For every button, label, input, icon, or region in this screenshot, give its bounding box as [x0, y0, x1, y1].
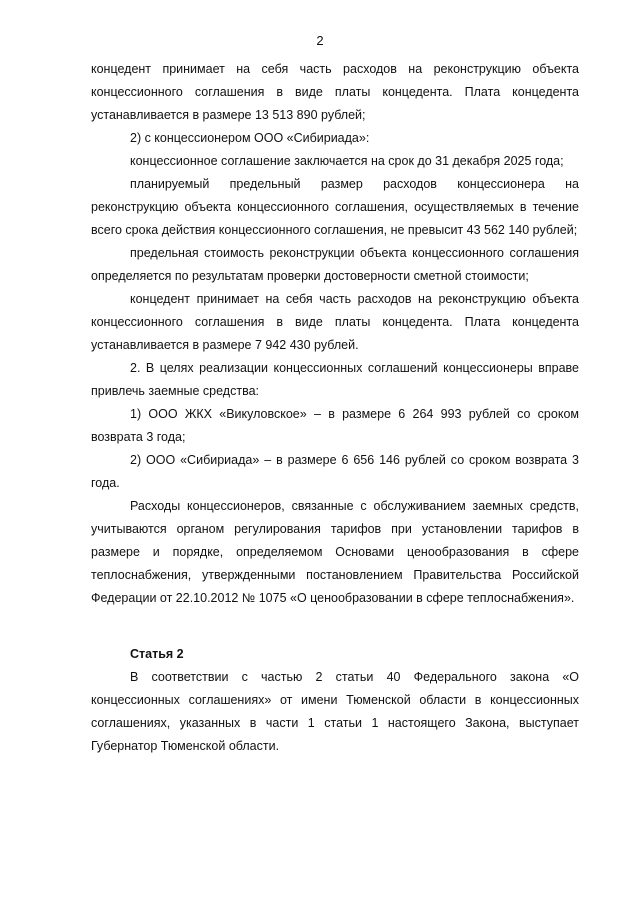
paragraph-max-cost: предельная стоимость реконструкции объекта концессионного соглашения определяется по результатам проверки достоверности сметной стоимости;	[91, 246, 579, 283]
paragraph-loan-expenses: Расходы концессионеров, связанные с обслуживанием заемных средств, учитываются органом регулирования тарифов при установлении тарифов в размере и порядке, определяемом Основами ценообразования в сфере теплоснабжения, утвержденными постановлением Правительства Российской Федерации от 22.10.2012 № 1075 «О ценообразовании в сфере теплоснабжения».	[91, 499, 579, 605]
paragraph-agreement-term: концессионное соглашение заключается на срок до 31 декабря 2025 года;	[130, 154, 564, 168]
paragraph-loan-vikulovskoe: 1) ООО ЖКХ «Викуловское» – в размере 6 264 993 рублей со сроком возврата 3 года;	[91, 407, 579, 444]
paragraph-borrowed-funds: 2. В целях реализации концессионных соглашений концессионеры вправе привлечь заемные средства:	[91, 361, 579, 398]
paragraph-concedent-payment-1: концедент принимает на себя часть расходов на реконструкцию объекта концессионного соглашения в виде платы концедента. Плата концедента устанавливается в размере 13 513 890 рублей;	[91, 62, 579, 122]
document-body	[91, 58, 579, 758]
article-text: В соответствии с частью 2 статьи 40 Федерального закона «О концессионных соглашениях» от имени Тюменской области в концессионных соглашениях, указанных в части 1 статьи 1 настоящего Закона, выступает Губернатор Тюменской области.	[91, 670, 579, 753]
paragraph-max-expenses: планируемый предельный размер расходов концессионера на реконструкцию объекта концессионного соглашения, осуществляемых в течение всего срока действия концессионного соглашения, не превысит 43 562 140 рублей;	[91, 177, 579, 237]
paragraph-sibiriada-header: 2) с концессионером ООО «Сибириада»:	[130, 131, 370, 145]
article-heading: Статья 2	[130, 647, 184, 661]
paragraph-concedent-payment-2: концедент принимает на себя часть расходов на реконструкцию объекта концессионного соглашения в виде платы концедента. Плата концедента устанавливается в размере 7 942 430 рублей.	[91, 292, 579, 352]
page-number: 2	[316, 33, 324, 48]
paragraph-loan-sibiriada: 2) ООО «Сибириада» – в размере 6 656 146 рублей со сроком возврата 3 года.	[91, 453, 579, 490]
